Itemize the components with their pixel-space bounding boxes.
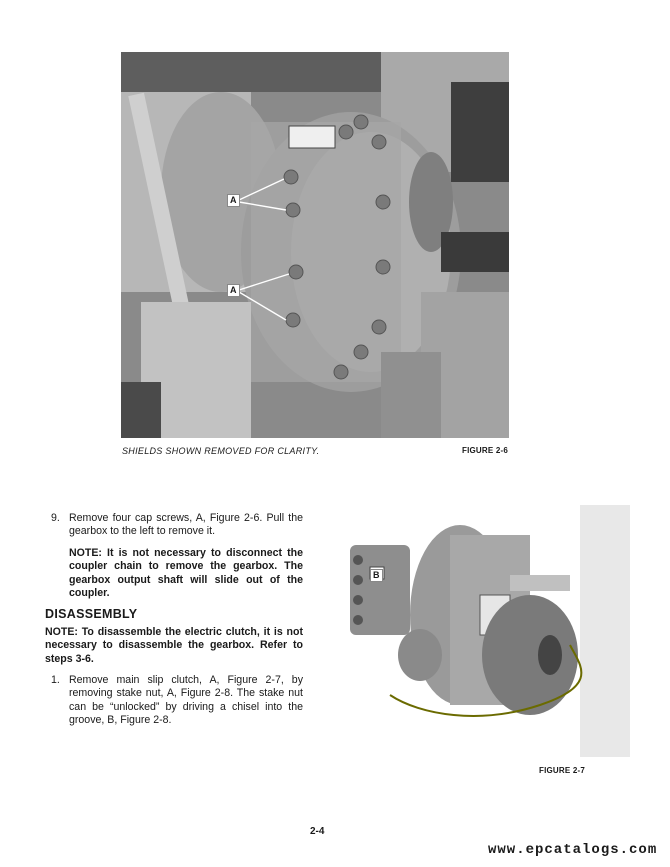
figure-2-7-label: FIGURE 2-7	[539, 766, 586, 775]
section-heading: DISASSEMBLY	[45, 607, 138, 622]
step-1	[45, 674, 303, 728]
note-electric-clutch: NOTE: To disassemble the electric clutch, it is not necessary to disassemble the gearbox. Refer to steps 3-6.	[45, 625, 303, 665]
step-1-number: 1.	[51, 674, 60, 687]
callout-b: B	[370, 569, 383, 582]
figure-2-6-photo	[121, 52, 509, 438]
step-9-text: Remove four cap screws, A, Figure 2-6. Pull the gearbox to the left to remove it.	[69, 512, 303, 538]
step-1-text: Remove main slip clutch, A, Figure 2-7, by removing stake nut, A, Figure 2-8. The stake nut can be “unlocked” by driving a chisel into the groove, B, Figure 2-8.	[69, 674, 303, 727]
instructions-column	[45, 512, 303, 736]
figure-2-6-label: FIGURE 2-6	[462, 446, 509, 455]
callout-a-upper: A	[227, 194, 240, 207]
page-number: 2-4	[310, 826, 325, 837]
callout-a-lower: A	[227, 284, 240, 297]
step-9	[45, 512, 303, 539]
step-9-number: 9.	[51, 512, 60, 524]
figure-2-6-caption: SHIELDS SHOWN REMOVED FOR CLARITY.	[122, 446, 320, 456]
watermark-text: www.epcatalogs.com	[488, 842, 658, 858]
note-coupler-chain: NOTE: It is not necessary to disconnect the coupler chain to remove the gearbox. The gearbox output shaft will slide out of the coupler.	[69, 546, 303, 600]
figure-2-7-photo	[340, 505, 630, 757]
